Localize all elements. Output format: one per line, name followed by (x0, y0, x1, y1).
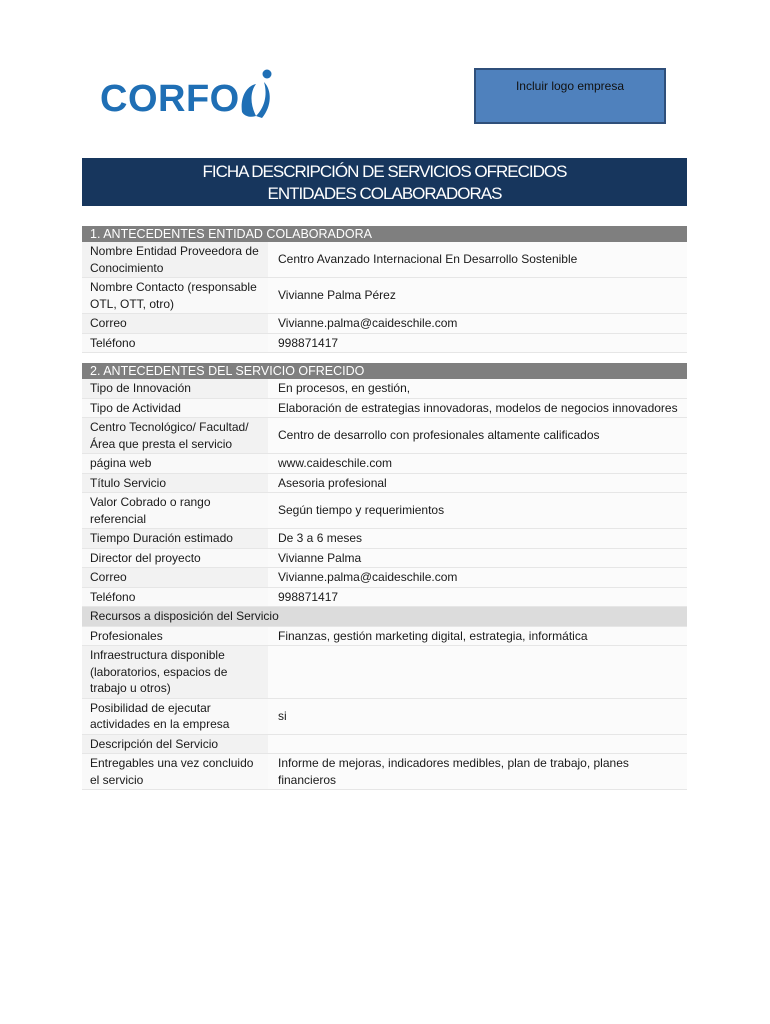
table-row (82, 646, 687, 699)
row-label: Profesionales (90, 628, 163, 643)
table-row (82, 399, 687, 419)
row-value: Centro Avanzado Internacional En Desarrollo Sostenible (268, 242, 687, 277)
row-label: Correo (90, 316, 127, 330)
row-label: Tipo de Actividad (90, 400, 181, 415)
table-row (82, 529, 687, 549)
table-row (82, 549, 687, 569)
row-label: Descripción del Servicio (90, 736, 219, 751)
row-label: Correo (90, 570, 127, 584)
row-value: 998871417 (268, 334, 687, 353)
row-label: Infraestructura disponible (laboratorios, espacios de trabajo u otros) (90, 648, 228, 695)
row-value: Finanzas, gestión marketing digital, estrategia, informática (268, 627, 687, 646)
table-row (82, 454, 687, 474)
section-servicio (82, 363, 687, 790)
row-value (268, 735, 687, 754)
corfo-logo (100, 68, 272, 124)
row-value: Asesoria profesional (268, 474, 687, 493)
row-label: Entregables una vez concluido el servicio (90, 756, 254, 787)
section-servicio-rows (82, 379, 687, 790)
row-value: Vivianne Palma (268, 549, 687, 568)
section-servicio-heading: 2. ANTECEDENTES DEL SERVICIO OFRECIDO (82, 363, 687, 379)
row-label: Posibilidad de ejecutar actividades en la empresa (90, 700, 230, 731)
form-title-line2: ENTIDADES COLABORADORAS (267, 184, 502, 203)
table-row (82, 588, 687, 608)
row-value: Informe de mejoras, indicadores medibles, plan de trabajo, planes financieros (268, 754, 687, 789)
company-logo-placeholder-text: Incluir logo empresa (515, 79, 625, 93)
table-row (82, 474, 687, 494)
table-row (82, 334, 687, 354)
corfo-logo-text: CORFO (100, 78, 240, 120)
row-label: Título Servicio (90, 475, 167, 490)
table-row (82, 493, 687, 529)
row-value: Vivianne.palma@caideschile.com (268, 314, 687, 333)
section-entidad-heading: 1. ANTECEDENTES ENTIDAD COLABORADORA (82, 226, 687, 242)
table-row (82, 735, 687, 755)
row-value: Vivianne.palma@caideschile.com (268, 568, 687, 587)
row-value (268, 646, 687, 698)
row-value: 998871417 (268, 588, 687, 607)
section-entidad-rows (82, 242, 687, 353)
resources-subheading: Recursos a disposición del Servicio (90, 609, 279, 623)
company-logo-placeholder (474, 68, 666, 124)
table-row (82, 699, 687, 735)
resources-subheading-row (82, 607, 687, 627)
row-label: Teléfono (90, 335, 136, 350)
table-row (82, 754, 687, 790)
row-label: Tiempo Duración estimado (90, 531, 233, 545)
row-value: www.caideschile.com (268, 454, 687, 473)
row-label: Centro Tecnológico/ Facultad/ Área que presta el servicio (90, 420, 249, 451)
corfo-figure-icon (238, 68, 274, 124)
row-label: Teléfono (90, 589, 136, 604)
row-value: Centro de desarrollo con profesionales altamente calificados (268, 418, 687, 453)
row-value: De 3 a 6 meses (268, 529, 687, 548)
row-value: si (268, 699, 687, 734)
table-row (82, 314, 687, 334)
row-label: Director del proyecto (90, 550, 201, 565)
table-row (82, 242, 687, 278)
table-row (82, 278, 687, 314)
form-title-bar (82, 158, 687, 206)
row-value: Elaboración de estrategias innovadoras, modelos de negocios innovadores (268, 399, 687, 418)
table-row (82, 627, 687, 647)
row-label: Tipo de Innovación (90, 381, 191, 395)
row-value: Vivianne Palma Pérez (268, 278, 687, 313)
table-row (82, 568, 687, 588)
row-label: Nombre Contacto (responsable OTL, OTT, otro) (90, 280, 257, 311)
row-label: Nombre Entidad Proveedora de Conocimiento (90, 244, 259, 275)
row-label: página web (90, 456, 152, 470)
row-value: En procesos, en gestión, (268, 379, 687, 398)
table-row (82, 379, 687, 399)
table-row (82, 418, 687, 454)
form-title-line1: FICHA DESCRIPCIÓN DE SERVICIOS OFRECIDOS (202, 162, 567, 181)
row-value: Según tiempo y requerimientos (268, 493, 687, 528)
row-label: Valor Cobrado o rango referencial (90, 495, 211, 526)
section-entidad (82, 226, 687, 353)
